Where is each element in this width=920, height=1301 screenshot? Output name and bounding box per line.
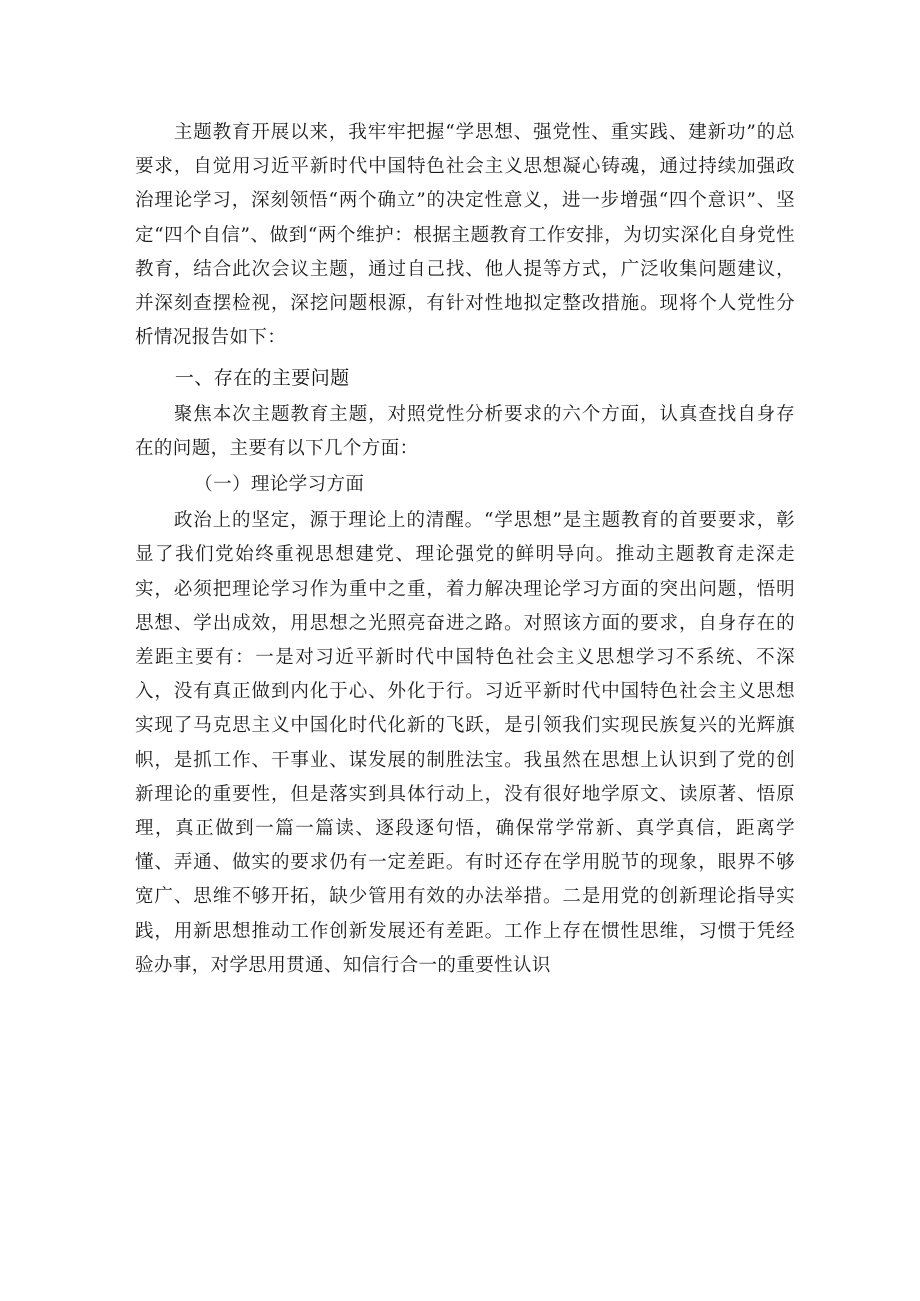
section-intro-paragraph: 聚焦本次主题教育主题，对照党性分析要求的六个方面，认真查找自身存在的问题，主要有以下几个方面： xyxy=(135,403,795,459)
document-body xyxy=(135,116,795,983)
subsection-heading-1: （一）理论学习方面 xyxy=(194,474,365,496)
subsection-body-paragraph: 政治上的坚定，源于理论上的清醒。“学思想”是主题教育的首要要求，彰显了我们党始终重视思想建党、理论强党的鲜明导向。推动主题教育走深走实，必须把理论学习作为重中之重，着力解决理论学习方面的突出问题，悟明思想、学出成效，用思想之光照亮奋进之路。对照该方面的要求，自身存在的差距主要有：一是对习近平新时代中国特色社会主义思想学习不系统、不深入，没有真正做到内化于心、外化于行。习近平新时代中国特色社会主义思想实现了马克思主义中国化时代化新的飞跃，是引领我们实现民族复兴的光辉旗帜，是抓工作、干事业、谋发展的制胜法宝。我虽然在思想上认识到了党的创新理论的重要性，但是落实到具体行动上，没有很好地学原文、读原著、悟原理，真正做到一篇一篇读、逐段逐句悟，确保常学常新、真学真信，距离学懂、弄通、做实的要求仍有一定差距。有时还存在学用脱节的现象，眼界不够宽广、思维不够开拓，缺少管用有效的办法举措。二是用党的创新理论指导实践，用新思想推动工作创新发展还有差距。工作上存在惯性思维，习惯于凭经验办事，对学思用贯通、知信行合一的重要性认识 xyxy=(135,510,795,976)
section-heading-1: 一、存在的主要问题 xyxy=(174,367,350,390)
intro-paragraph: 主题教育开展以来，我牢牢把握“学思想、强党性、重实践、建新功”的总要求，自觉用习近平新时代中国特色社会主义思想凝心铸魂，通过持续加强政治理论学习，深刻领悟“两个确立”的决定性意义，进一步增强“四个意识”、坚定“四个自信”、做到“两个维护：根据主题教育工作安排，为切实深化自身党性教育，结合此次会议主题，通过自己找、他人提等方式，广泛收集问题建议，并深刻查摆检视，深挖问题根源，有针对性地拟定整改措施。现将个人党性分析情况报告如下： xyxy=(135,122,795,349)
